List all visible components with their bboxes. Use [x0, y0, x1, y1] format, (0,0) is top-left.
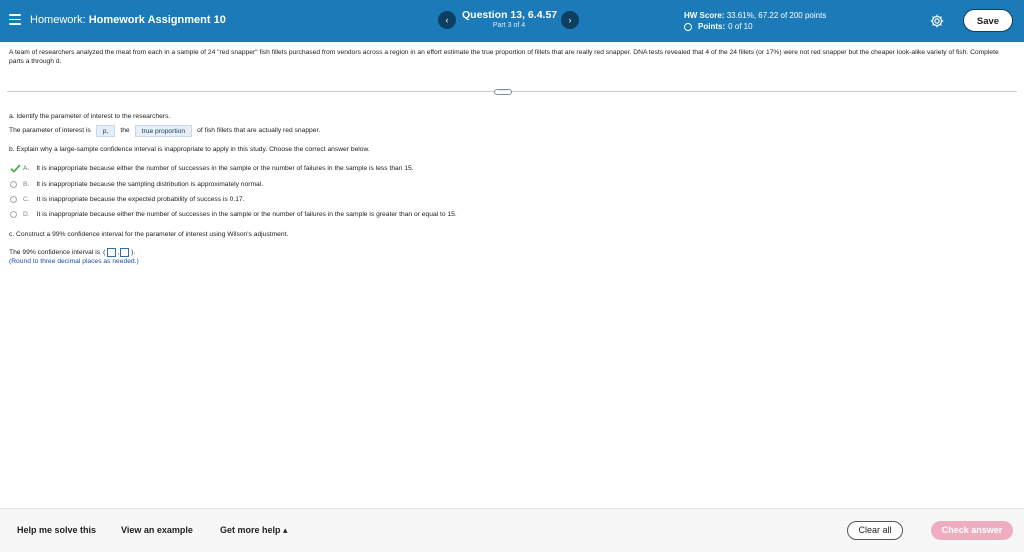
hw-score-label: HW Score: — [684, 11, 725, 20]
choice-letter: D. — [23, 211, 30, 218]
hw-score-value: 33.61%, 67.22 of 200 points — [726, 11, 827, 20]
part-a-suffix: of fish fillets that are actually red snapper. — [197, 127, 321, 134]
radio-button[interactable] — [10, 196, 17, 203]
expand-problem-button[interactable]: ····· — [494, 89, 512, 95]
divider — [7, 91, 1017, 92]
points-circle-icon — [684, 23, 692, 31]
checkmark-icon — [10, 164, 21, 173]
view-example-button[interactable]: View an example — [121, 525, 193, 535]
help-me-solve-button[interactable]: Help me solve this — [17, 525, 97, 535]
radio-button[interactable] — [10, 211, 17, 218]
choice-text: It is inappropriate because the sampling distribution is approximately normal. — [36, 181, 264, 188]
radio-button[interactable] — [10, 181, 17, 188]
choice-a[interactable] — [10, 164, 414, 173]
hw-score — [684, 11, 826, 20]
ci-upper-input[interactable] — [120, 248, 129, 257]
question-points — [684, 22, 753, 31]
choice-letter: A. — [23, 165, 30, 172]
previous-question-button[interactable] — [438, 11, 456, 29]
hamburger-menu-icon[interactable] — [9, 14, 21, 25]
homework-title — [30, 14, 226, 26]
choice-c[interactable] — [10, 195, 245, 204]
part-a-prefix: The parameter of interest is — [9, 127, 91, 134]
parameter-symbol-dropdown[interactable]: p, — [96, 125, 116, 137]
ci-lower-input[interactable] — [107, 248, 116, 257]
choice-b[interactable] — [10, 180, 263, 189]
parameter-type-dropdown[interactable]: true proportion — [135, 125, 193, 137]
part-a-label: a. Identify the parameter of interest to the researchers. — [9, 113, 171, 120]
check-answer-button[interactable]: Check answer — [931, 521, 1013, 540]
close-paren: ). — [131, 248, 136, 256]
ci-prefix: The 99% confidence interval is — [9, 248, 101, 256]
points-value: 0 of 10 — [728, 22, 753, 31]
choice-text: It is inappropriate because either the number of successes in the sample or the number of failures in the sample is greater than or equal to 15. — [36, 211, 457, 218]
rounding-hint: (Round to three decimal places as needed.) — [9, 258, 139, 265]
question-title: Question 13, 6.4.57 — [462, 9, 558, 21]
gear-icon[interactable] — [929, 13, 945, 29]
points-label: Points: — [698, 22, 726, 31]
part-a-the: the — [120, 127, 130, 134]
choice-letter: B. — [23, 181, 30, 188]
choice-text: It is inappropriate because the expected probability of success is 0.17. — [36, 196, 245, 203]
part-a-answer-row — [9, 124, 320, 137]
question-part: Part 3 of 4 — [492, 22, 526, 29]
clear-all-button[interactable]: Clear all — [847, 521, 903, 540]
top-bar — [0, 0, 1024, 42]
choice-d[interactable] — [10, 210, 457, 219]
part-c-label: c. Construct a 99% confidence interval for the parameter of interest using Wilson's adjustment. — [9, 231, 289, 238]
choice-letter: C. — [23, 196, 30, 203]
get-more-help-button[interactable]: Get more help ▴ — [220, 525, 288, 535]
comma: , — [117, 248, 120, 256]
homework-name: Homework Assignment 10 — [88, 14, 226, 26]
problem-statement: A team of researchers analyzed the meat from each in a sample of 24 "red snapper" fish fillets purchased from vendors across a region in an effort estimate the true proportion of fillets that are really red snapper. DNA tests revealed that 4 of the 24 fillets (or 17%) were not red snapper but the cheaper look-alike variety of fish. Complete parts a through d. — [9, 49, 999, 65]
part-b-label: b. Explain why a large-sample confidence interval is inappropriate to apply in this study. Choose the correct answer below. — [9, 146, 370, 153]
open-paren: ( — [103, 248, 106, 256]
homework-prefix: Homework: — [30, 14, 86, 26]
choice-text: It is inappropriate because either the number of successes in the sample or the number of failures in the sample is less than 15. — [36, 165, 414, 172]
chevron-right-icon: › — [568, 15, 572, 25]
confidence-interval-row — [9, 247, 136, 257]
save-button[interactable]: Save — [963, 9, 1013, 32]
chevron-left-icon: ‹ — [445, 15, 449, 25]
next-question-button[interactable] — [561, 11, 579, 29]
